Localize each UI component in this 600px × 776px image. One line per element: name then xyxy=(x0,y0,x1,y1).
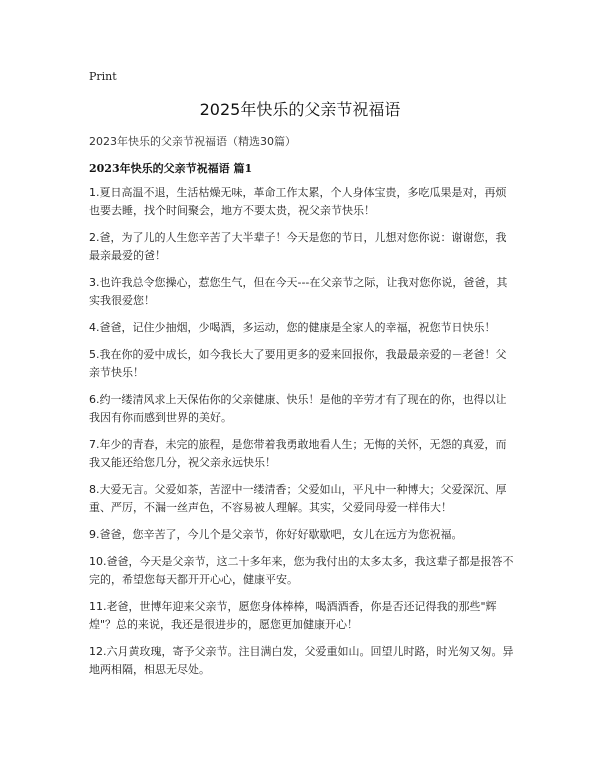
document-subtitle: 2023年快乐的父亲节祝福语（精选30篇） xyxy=(89,135,296,148)
list-item: 8.大爱无言。父爱如茶，苦涩中一缕清香；父爱如山，平凡中一种博大；父爱深沉、厚重、严厉，不漏一丝声色，不容易被人理解。其实，父爱同母爱一样伟大！ xyxy=(89,483,507,514)
list-item: 6.约一缕清风求上天保佑你的父亲健康、快乐！是他的辛劳才有了现在的你，也得以让我因有你而感到世界的美好。 xyxy=(89,393,507,424)
list-item: 11.老爸，世博年迎来父亲节，愿您身体棒棒，喝酒酒香，你是否还记得我的那些"辉煌"？总的来说，我还是很进步的，愿您更加健康开心！ xyxy=(89,600,497,631)
list-item: 3.也许我总令您操心，惹您生气，但在今天---在父亲节之际，让我对您你说，爸爸，其实我很爱您！ xyxy=(89,276,508,307)
list-item: 12.六月黄玫瑰，寄予父亲节。注目满白发，父爱重如山。回望儿时路，时光匆又匆。异地两相隔，相思无尽处。 xyxy=(89,645,514,676)
list-item: 4.爸爸，记住少抽烟，少喝酒，多运动，您的健康是全家人的幸福，祝您节日快乐！ xyxy=(89,321,496,334)
list-item: 10.爸爸，今天是父亲节，这二十多年来，您为我付出的太多太多，我这辈子都是报答不完的，希望您每天都开开心心，健康平安。 xyxy=(89,555,514,586)
list-item: 7.年少的青春，未完的旅程，是您带着我勇敢地看人生；无悔的关怀，无怨的真爱，而我又能还给您几分，祝父亲永远快乐！ xyxy=(89,438,507,469)
list-item: 1.夏日高温不退，生活枯燥无味，革命工作太累，个人身体宝贵，多吃瓜果是对，再烦也要去睡，找个时间聚会，地方不要太贵，祝父亲节快乐！ xyxy=(89,186,507,217)
blessing-list xyxy=(89,184,517,688)
list-item: 5.我在你的爱中成长，如今我长大了要用更多的爱来回报你，我最最亲爱的－老爸！父亲节快乐！ xyxy=(89,348,507,379)
list-item: 2.爸，为了儿的人生您辛苦了大半辈子！今天是您的节日，儿想对您你说：谢谢您，我最亲最爱的爸！ xyxy=(89,231,507,262)
page-title: 2025年快乐的父亲节祝福语 xyxy=(199,100,401,119)
list-item: 9.爸爸，您辛苦了，今儿个是父亲节，你好好歇歇吧，女儿在远方为您祝福。 xyxy=(89,528,463,541)
section-heading: 2023年快乐的父亲节祝福语 篇1 xyxy=(89,162,253,175)
print-link[interactable]: Print xyxy=(89,70,117,83)
